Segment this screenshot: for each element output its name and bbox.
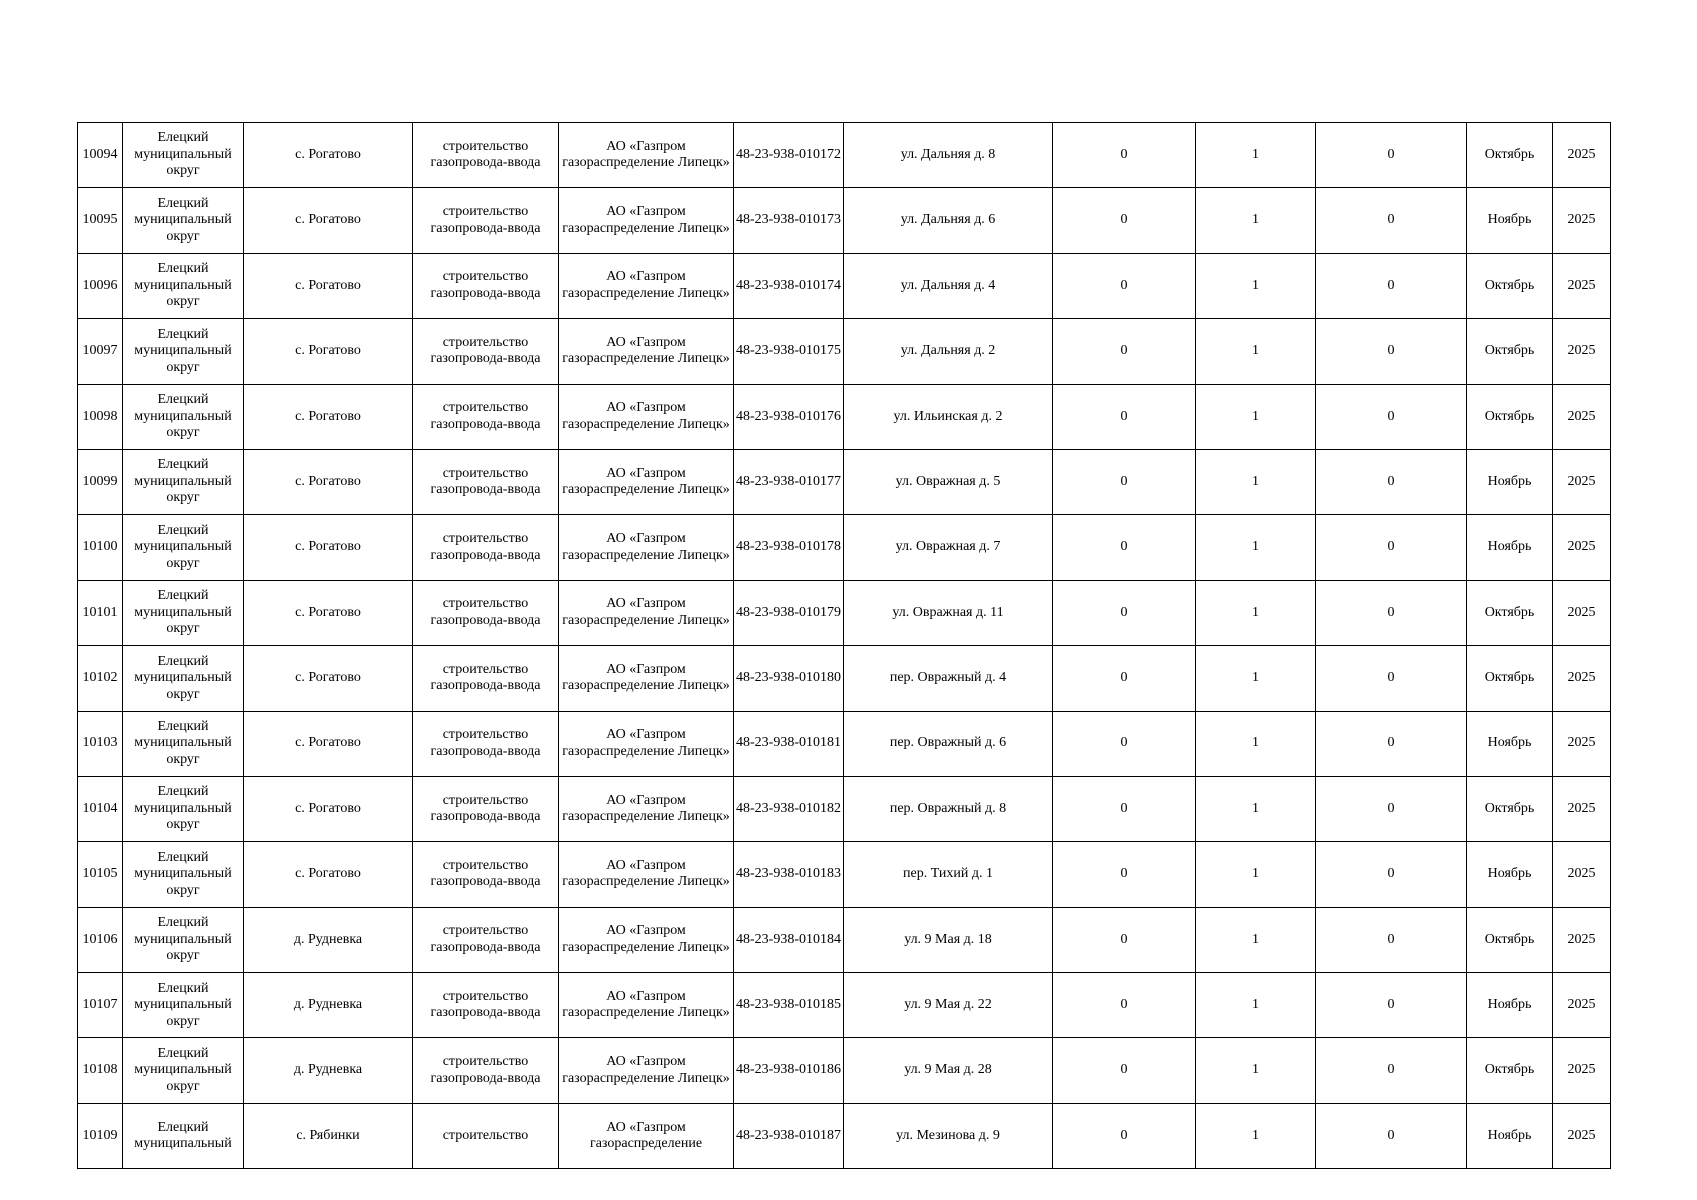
month-cell: Октябрь (1467, 253, 1553, 318)
work-type-cell: строительство газопровода-ввода (413, 711, 559, 776)
month-cell: Ноябрь (1467, 1103, 1553, 1168)
value-1-cell: 0 (1053, 188, 1196, 253)
value-2-cell: 1 (1196, 842, 1316, 907)
district-cell: Елецкий муниципальный округ (123, 776, 244, 841)
value-3-cell: 0 (1316, 1038, 1467, 1103)
month-cell: Ноябрь (1467, 973, 1553, 1038)
object-code-cell: 48-23-938-010174 (734, 253, 844, 318)
object-code-cell: 48-23-938-010185 (734, 973, 844, 1038)
object-code-cell: 48-23-938-010187 (734, 1103, 844, 1168)
work-type-cell: строительство газопровода-ввода (413, 776, 559, 841)
value-3-cell: 0 (1316, 1103, 1467, 1168)
address-cell: ул. 9 Мая д. 22 (844, 973, 1053, 1038)
address-cell: пер. Овражный д. 8 (844, 776, 1053, 841)
value-3-cell: 0 (1316, 319, 1467, 384)
organization-cell: АО «Газпром газораспределение Липецк» (559, 253, 734, 318)
object-code-cell: 48-23-938-010186 (734, 1038, 844, 1103)
object-code-cell: 48-23-938-010172 (734, 123, 844, 188)
year-cell: 2025 (1553, 1038, 1611, 1103)
work-type-cell: строительство газопровода-ввода (413, 515, 559, 580)
district-cell: Елецкий муниципальный округ (123, 646, 244, 711)
settlement-cell: д. Рудневка (244, 973, 413, 1038)
district-cell: Елецкий муниципальный округ (123, 449, 244, 514)
work-type-cell: строительство газопровода-ввода (413, 253, 559, 318)
address-cell: пер. Овражный д. 6 (844, 711, 1053, 776)
table-row (78, 907, 1611, 972)
value-2-cell: 1 (1196, 1103, 1316, 1168)
settlement-cell: с. Рогатово (244, 253, 413, 318)
organization-cell: АО «Газпром газораспределение Липецк» (559, 580, 734, 645)
year-cell: 2025 (1553, 1103, 1611, 1168)
object-code-cell: 48-23-938-010178 (734, 515, 844, 580)
year-cell: 2025 (1553, 842, 1611, 907)
value-3-cell: 0 (1316, 188, 1467, 253)
value-1-cell: 0 (1053, 580, 1196, 645)
work-type-cell: строительство газопровода-ввода (413, 842, 559, 907)
address-cell: пер. Овражный д. 4 (844, 646, 1053, 711)
value-3-cell: 0 (1316, 123, 1467, 188)
work-type-cell: строительство газопровода-ввода (413, 188, 559, 253)
work-type-cell: строительство газопровода-ввода (413, 580, 559, 645)
object-code-cell: 48-23-938-010183 (734, 842, 844, 907)
address-cell: ул. 9 Мая д. 28 (844, 1038, 1053, 1103)
settlement-cell: д. Рудневка (244, 1038, 413, 1103)
value-1-cell: 0 (1053, 449, 1196, 514)
value-1-cell: 0 (1053, 123, 1196, 188)
object-code-cell: 48-23-938-010177 (734, 449, 844, 514)
value-1-cell: 0 (1053, 319, 1196, 384)
value-1-cell: 0 (1053, 384, 1196, 449)
month-cell: Ноябрь (1467, 515, 1553, 580)
row-number: 10109 (78, 1103, 123, 1168)
table-row (78, 188, 1611, 253)
year-cell: 2025 (1553, 973, 1611, 1038)
row-number: 10099 (78, 449, 123, 514)
settlement-cell: с. Рогатово (244, 842, 413, 907)
work-type-cell: строительство газопровода-ввода (413, 384, 559, 449)
value-3-cell: 0 (1316, 449, 1467, 514)
work-type-cell: строительство газопровода-ввода (413, 123, 559, 188)
value-2-cell: 1 (1196, 384, 1316, 449)
table-row (78, 384, 1611, 449)
district-cell: Елецкий муниципальный округ (123, 907, 244, 972)
object-code-cell: 48-23-938-010179 (734, 580, 844, 645)
table-row (78, 646, 1611, 711)
work-type-cell: строительство газопровода-ввода (413, 1038, 559, 1103)
work-type-cell: строительство газопровода-ввода (413, 646, 559, 711)
value-2-cell: 1 (1196, 188, 1316, 253)
year-cell: 2025 (1553, 515, 1611, 580)
district-cell: Елецкий муниципальный округ (123, 253, 244, 318)
work-type-cell: строительство газопровода-ввода (413, 907, 559, 972)
table-row (78, 842, 1611, 907)
row-number: 10094 (78, 123, 123, 188)
month-cell: Октябрь (1467, 384, 1553, 449)
value-2-cell: 1 (1196, 319, 1316, 384)
year-cell: 2025 (1553, 123, 1611, 188)
row-number: 10104 (78, 776, 123, 841)
value-1-cell: 0 (1053, 973, 1196, 1038)
value-2-cell: 1 (1196, 776, 1316, 841)
month-cell: Октябрь (1467, 123, 1553, 188)
table-row (78, 1038, 1611, 1103)
value-1-cell: 0 (1053, 1038, 1196, 1103)
value-2-cell: 1 (1196, 515, 1316, 580)
value-2-cell: 1 (1196, 253, 1316, 318)
table-row (78, 580, 1611, 645)
settlement-cell: д. Рудневка (244, 907, 413, 972)
month-cell: Ноябрь (1467, 711, 1553, 776)
month-cell: Октябрь (1467, 580, 1553, 645)
document-sheet (77, 122, 1611, 1169)
value-2-cell: 1 (1196, 907, 1316, 972)
organization-cell: АО «Газпром газораспределение Липецк» (559, 776, 734, 841)
value-1-cell: 0 (1053, 711, 1196, 776)
value-3-cell: 0 (1316, 646, 1467, 711)
table-row (78, 449, 1611, 514)
value-1-cell: 0 (1053, 646, 1196, 711)
month-cell: Октябрь (1467, 646, 1553, 711)
address-cell: ул. Овражная д. 5 (844, 449, 1053, 514)
work-type-cell: строительство (413, 1103, 559, 1168)
organization-cell: АО «Газпром газораспределение Липецк» (559, 515, 734, 580)
table-row (78, 711, 1611, 776)
organization-cell: АО «Газпром газораспределение Липецк» (559, 319, 734, 384)
district-cell: Елецкий муниципальный округ (123, 515, 244, 580)
table-row (78, 776, 1611, 841)
value-3-cell: 0 (1316, 776, 1467, 841)
value-3-cell: 0 (1316, 580, 1467, 645)
table-row (78, 319, 1611, 384)
row-number: 10108 (78, 1038, 123, 1103)
gasification-register-table (77, 122, 1611, 1169)
work-type-cell: строительство газопровода-ввода (413, 319, 559, 384)
table-row (78, 1103, 1611, 1168)
value-2-cell: 1 (1196, 973, 1316, 1038)
month-cell: Октябрь (1467, 907, 1553, 972)
settlement-cell: с. Рогатово (244, 580, 413, 645)
row-number: 10098 (78, 384, 123, 449)
year-cell: 2025 (1553, 580, 1611, 645)
value-3-cell: 0 (1316, 973, 1467, 1038)
address-cell: ул. Дальняя д. 6 (844, 188, 1053, 253)
value-2-cell: 1 (1196, 646, 1316, 711)
value-3-cell: 0 (1316, 515, 1467, 580)
settlement-cell: с. Рогатово (244, 711, 413, 776)
settlement-cell: с. Рогатово (244, 776, 413, 841)
district-cell: Елецкий муниципальный округ (123, 123, 244, 188)
value-1-cell: 0 (1053, 907, 1196, 972)
table-row (78, 253, 1611, 318)
month-cell: Ноябрь (1467, 842, 1553, 907)
object-code-cell: 48-23-938-010173 (734, 188, 844, 253)
year-cell: 2025 (1553, 384, 1611, 449)
row-number: 10101 (78, 580, 123, 645)
work-type-cell: строительство газопровода-ввода (413, 973, 559, 1038)
row-number: 10105 (78, 842, 123, 907)
row-number: 10106 (78, 907, 123, 972)
settlement-cell: с. Рогатово (244, 515, 413, 580)
object-code-cell: 48-23-938-010180 (734, 646, 844, 711)
district-cell: Елецкий муниципальный округ (123, 384, 244, 449)
year-cell: 2025 (1553, 319, 1611, 384)
month-cell: Ноябрь (1467, 449, 1553, 514)
value-3-cell: 0 (1316, 907, 1467, 972)
object-code-cell: 48-23-938-010175 (734, 319, 844, 384)
organization-cell: АО «Газпром газораспределение Липецк» (559, 842, 734, 907)
organization-cell: АО «Газпром газораспределение Липецк» (559, 384, 734, 449)
address-cell: ул. Овражная д. 7 (844, 515, 1053, 580)
value-3-cell: 0 (1316, 711, 1467, 776)
value-1-cell: 0 (1053, 253, 1196, 318)
value-2-cell: 1 (1196, 711, 1316, 776)
value-3-cell: 0 (1316, 253, 1467, 318)
address-cell: ул. 9 Мая д. 18 (844, 907, 1053, 972)
month-cell: Октябрь (1467, 319, 1553, 384)
object-code-cell: 48-23-938-010181 (734, 711, 844, 776)
value-2-cell: 1 (1196, 449, 1316, 514)
organization-cell: АО «Газпром газораспределение Липецк» (559, 1038, 734, 1103)
organization-cell: АО «Газпром газораспределение Липецк» (559, 449, 734, 514)
district-cell: Елецкий муниципальный округ (123, 188, 244, 253)
month-cell: Ноябрь (1467, 188, 1553, 253)
address-cell: ул. Дальняя д. 8 (844, 123, 1053, 188)
year-cell: 2025 (1553, 907, 1611, 972)
organization-cell: АО «Газпром газораспределение Липецк» (559, 646, 734, 711)
table-body (78, 123, 1611, 1169)
value-1-cell: 0 (1053, 776, 1196, 841)
district-cell: Елецкий муниципальный округ (123, 711, 244, 776)
settlement-cell: с. Рогатово (244, 188, 413, 253)
organization-cell: АО «Газпром газораспределение Липецк» (559, 711, 734, 776)
district-cell: Елецкий муниципальный округ (123, 842, 244, 907)
row-number: 10096 (78, 253, 123, 318)
year-cell: 2025 (1553, 253, 1611, 318)
month-cell: Октябрь (1467, 776, 1553, 841)
value-1-cell: 0 (1053, 515, 1196, 580)
work-type-cell: строительство газопровода-ввода (413, 449, 559, 514)
value-3-cell: 0 (1316, 384, 1467, 449)
settlement-cell: с. Рогатово (244, 123, 413, 188)
table-row (78, 973, 1611, 1038)
value-1-cell: 0 (1053, 842, 1196, 907)
settlement-cell: с. Рогатово (244, 384, 413, 449)
organization-cell: АО «Газпром газораспределение (559, 1103, 734, 1168)
district-cell: Елецкий муниципальный (123, 1103, 244, 1168)
value-2-cell: 1 (1196, 580, 1316, 645)
address-cell: ул. Мезинова д. 9 (844, 1103, 1053, 1168)
year-cell: 2025 (1553, 711, 1611, 776)
row-number: 10095 (78, 188, 123, 253)
year-cell: 2025 (1553, 776, 1611, 841)
object-code-cell: 48-23-938-010182 (734, 776, 844, 841)
district-cell: Елецкий муниципальный округ (123, 973, 244, 1038)
organization-cell: АО «Газпром газораспределение Липецк» (559, 907, 734, 972)
organization-cell: АО «Газпром газораспределение Липецк» (559, 188, 734, 253)
district-cell: Елецкий муниципальный округ (123, 580, 244, 645)
table-row (78, 515, 1611, 580)
settlement-cell: с. Рогатово (244, 646, 413, 711)
month-cell: Октябрь (1467, 1038, 1553, 1103)
address-cell: пер. Тихий д. 1 (844, 842, 1053, 907)
object-code-cell: 48-23-938-010184 (734, 907, 844, 972)
district-cell: Елецкий муниципальный округ (123, 319, 244, 384)
organization-cell: АО «Газпром газораспределение Липецк» (559, 123, 734, 188)
row-number: 10102 (78, 646, 123, 711)
address-cell: ул. Дальняя д. 4 (844, 253, 1053, 318)
row-number: 10100 (78, 515, 123, 580)
address-cell: ул. Ильинская д. 2 (844, 384, 1053, 449)
year-cell: 2025 (1553, 449, 1611, 514)
address-cell: ул. Дальняя д. 2 (844, 319, 1053, 384)
settlement-cell: с. Рогатово (244, 449, 413, 514)
address-cell: ул. Овражная д. 11 (844, 580, 1053, 645)
settlement-cell: с. Рогатово (244, 319, 413, 384)
table-row (78, 123, 1611, 188)
row-number: 10097 (78, 319, 123, 384)
row-number: 10107 (78, 973, 123, 1038)
year-cell: 2025 (1553, 188, 1611, 253)
value-1-cell: 0 (1053, 1103, 1196, 1168)
settlement-cell: с. Рябинки (244, 1103, 413, 1168)
value-3-cell: 0 (1316, 842, 1467, 907)
value-2-cell: 1 (1196, 123, 1316, 188)
year-cell: 2025 (1553, 646, 1611, 711)
object-code-cell: 48-23-938-010176 (734, 384, 844, 449)
value-2-cell: 1 (1196, 1038, 1316, 1103)
row-number: 10103 (78, 711, 123, 776)
organization-cell: АО «Газпром газораспределение Липецк» (559, 973, 734, 1038)
district-cell: Елецкий муниципальный округ (123, 1038, 244, 1103)
